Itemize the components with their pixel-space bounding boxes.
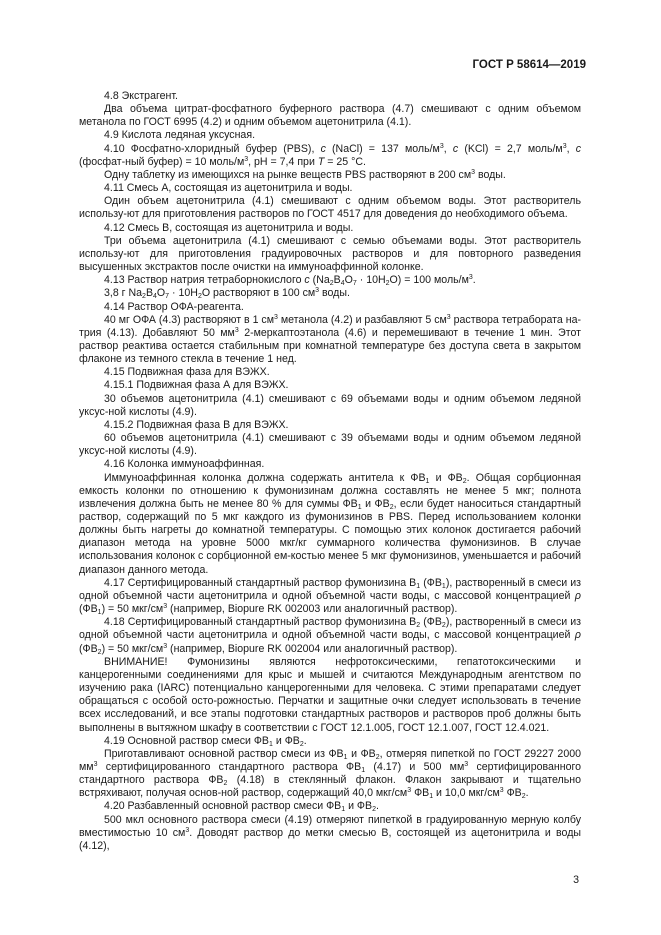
paragraph: 60 объемов ацетонитрила (4.1) смешивают с 39 объемами воды и одним объемом ледяной уксус-ной кислоты (4.9). <box>79 432 581 458</box>
paragraph: 500 мкл основного раствора смеси (4.19) отмеряют пипеткой в градуированную мерную колбу вместимостью 10 $см^3$. Доводят раствор до метки смесью В, состоящей из ацетонитрила и воды (4.12), <box>79 813 581 852</box>
paragraph: 3,8 г $Na_2B_4O_7 \cdot 10H_2O$ растворяют в 100 $см^3$ воды. <box>104 287 350 301</box>
paragraph: 30 объемов ацетонитрила (4.1) смешивают с 69 объемами воды и одним объемом ледяной уксус-ной кислоты (4.9). <box>79 392 581 418</box>
paragraph: ВНИМАНИЕ! Фумонизины являются нефротоксическими, гепатотоксическими и канцерогенными соединениями для крыс и мышей и считаются Международным агентством по изучению рака (IARC) потенциально канцерогенными для человека. С этими препаратами следует обращаться с особой осто-рожностью. Перчатки и защитные очки следует использовать в течение всех исследований, и все этапы подготовки стандартных растворов и растворов проб должны быть выполнены в вытяжном шкафу в соответствии с ГОСТ 12.1.005, ГОСТ 12.1.007, ГОСТ 12.4.021. <box>79 655 581 734</box>
paragraph: 4.12 Смесь В, состоящая из ацетонитрила и воды. <box>104 221 354 234</box>
paragraph: Три объема ацетонитрила (4.1) смешивают с семью объемами воды. Этот растворитель использу-ют для приготовления градуировочных растворов и для повторного разведения высушенных экстрактов после очистки на иммуноаффинной колонке. <box>79 234 581 274</box>
paragraph: Один объем ацетонитрила (4.1) смешивают с одним объемом воды. Этот растворитель использу-ют для приготовления растворов по ГОСТ 4517 для доведения до необходимого объема. <box>79 195 581 221</box>
paragraph: 4.13 Раствор натрия тетраборнокислого c $(Na_2B_4O_7 \cdot 10H_2O) = 100$ моль/$м^3$. <box>104 274 476 288</box>
paragraph: 4.18 Сертифицированный стандартный раствор фумонизина $B_2$ $(ФВ_2)$, растворенный в смеси из одной объемной части ацетонитрила и одной объемной части воды, с массовой концентрацией ρ $(ФВ_2) = 50$ мкг/$см^3$ (например, Biopure RK 002004 или аналогичный раствор). <box>79 616 582 656</box>
document-body <box>79 90 581 853</box>
paragraph: 4.14 Раствор ОФА-реагента. <box>104 300 244 313</box>
standard-header: ГОСТ Р 58614—2019 <box>472 59 586 71</box>
paragraph: 4.9 Кислота ледяная уксусная. <box>104 129 256 142</box>
paragraph: Одну таблетку из имеющихся на рынке веществ PBS растворяют в 200 $см^3$ воды. <box>104 168 506 181</box>
paragraph: 4.15.2 Подвижная фаза В для ВЭЖХ. <box>104 418 289 431</box>
paragraph: 4.19 Основной раствор смеси $ФВ_1$ и $ФВ_2$. <box>104 734 307 748</box>
paragraph: Приготавливают основной раствор смеси из $ФВ_1$ и $ФВ_2$, отмеряя пипеткой по ГОСТ 29227 2000 $мм^3$ сертифицированного стандартного раствора $ФВ_1$ (4.17) и 500 $мм^3$ сертифицированного стандартного раствора $ФВ_2$ (4.18) в стеклянный флакон. Флакон закрывают и тщательно встряхивают, получая основ-ной раствор, содержащий 40,0 мкг/$см^3$ $ФВ_1$ и 10,0 мкг/$см^3$ $ФВ_2$. <box>79 747 582 801</box>
paragraph: 4.8 Экстрагент. <box>104 90 178 102</box>
paragraph: 4.15.1 Подвижная фаза А для ВЭЖХ. <box>104 379 289 392</box>
paragraph: 4.16 Колонка иммуноаффинная. <box>104 458 265 471</box>
paragraph: Два объема цитрат-фосфатного буферного раствора (4.7) смешивают с одним объемом метанола по ГОСТ 6995 (4.2) и одним объемом ацетонитрила (4.1). <box>79 103 581 129</box>
paragraph: 40 мг ОФА (4.3) растворяют в 1 $см^3$ метанола (4.2) и разбавляют 5 $см^3$ раствора тетрабората на-трия (4.13). Добавляют 50 $мм^3$ 2-меркаптоэтанола (4.6) и перемешивают в течение 1 мин. Этот раствор реактива остается стабильным при комнатной температуре без доступа света в закрытом флаконе из темного стекла в течение 1 нед. <box>79 313 581 366</box>
page-number: 3 <box>573 874 579 886</box>
paragraph: Иммуноаффинная колонка должна содержать антитела к $ФВ_1$ и $ФВ_2$. Общая сорбционная емкость колонки по отношению к фумонизинам должна составлять не менее 5 мкг; полнота извлечения должна быть не менее 80 % для суммы $ФВ_1$ и $ФВ_2$, если будет наноситься стандартный раствор, содержащий по 5 мкг каждого из фумонизинов в PBS. Перед использованием колонки должны быть нагреты до комнатной температуры. С помощью этих колонок достигается рабочий диапазон метода на уровне 5000 мкг/кг суммарного количества фумонизинов. В случае использования колонок с сорбционной ем-костью менее 5 мкг фумонизинов, уменьшается и рабочий диапазон данного метода. <box>79 471 581 576</box>
paragraph: 4.17 Сертифицированный стандартный раствор фумонизина $B_1$ $(ФВ_1)$, растворенный в смеси из одной объемной части ацетонитрила и одной объемной части воды, с массовой концентрацией ρ $(ФВ_1) = 50$ мкг/$см^3$ (например, Biopure RK 002003 или аналогичный раствор). <box>79 576 582 617</box>
paragraph: 4.11 Смесь А, состоящая из ацетонитрила и воды. <box>104 182 353 195</box>
paragraph: 4.20 Разбавленный основной раствор смеси $ФВ_1$ и $ФВ_2$. <box>104 800 379 814</box>
paragraph: 4.10 Фосфатно-хлоридный буфер (PBS), c (NaCl) = 137 моль/$м^3$, c (KCl) = 2,7 моль/$м^3$, c (фосфат-ный буфер) = 10 моль/$м^3$, pH = 7,4 при T = 25 °C. <box>79 142 582 168</box>
paragraph: 4.15 Подвижная фаза для ВЭЖХ. <box>104 366 270 379</box>
